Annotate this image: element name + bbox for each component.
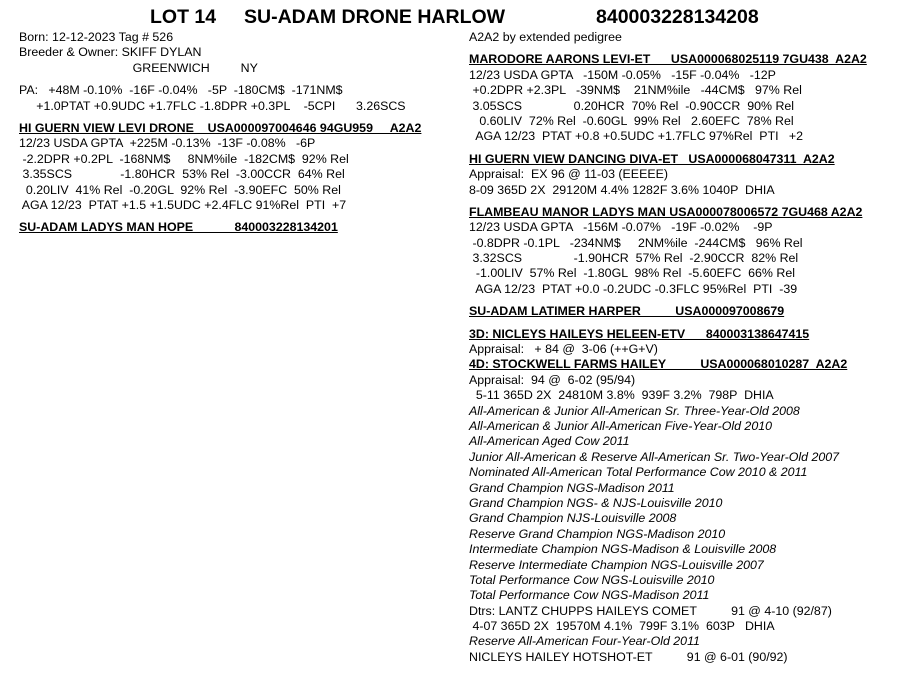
flambeau-line-3: 3.32SCS -1.90HCR 57% Rel -2.90CCR 82% Rel: [469, 251, 799, 266]
award-line: All-American Aged Cow 2011: [469, 434, 630, 449]
left-column: [19, 30, 459, 236]
daughters-line-1: Dtrs: LANTZ CHUPPS HAILEYS COMET 91 @ 4-10 (92/87): [469, 603, 832, 618]
registration-number: 840003228134208: [596, 6, 759, 28]
granddam-title: HI GUERN VIEW DANCING DIVA-ET USA000068047311 A2A2: [469, 151, 835, 166]
granddam-line-1: Appraisal: EX 96 @ 11-03 (EEEEE): [469, 167, 668, 182]
award-line: Intermediate Champion NGS-Madison & Louisville 2008: [469, 542, 777, 557]
pa-line-1: PA: +48M -0.10% -16F -0.04% -5P -180CM$ -171NM$: [19, 83, 343, 98]
sire-title: HI GUERN VIEW LEVI DRONE USA000097004646 94GU959 A2A2: [19, 120, 422, 135]
animal-name: SU-ADAM DRONE HARLOW: [244, 6, 506, 28]
mgs-line-4: 0.60LIV 72% Rel -0.60GL 99% Rel 2.60EFC 78% Rel: [469, 113, 794, 128]
mgs-line-2: +0.2DPR +2.3PL -39NM$ 21NM%ile -44CM$ 97% Rel: [469, 83, 802, 98]
award-line: Reserve Grand Champion NGS-Madison 2010: [469, 526, 726, 541]
flambeau-line-2: -0.8DPR -0.1PL -234NM$ 2NM%ile -244CM$ 96% Rel: [469, 235, 803, 250]
daughters-line-4: NICLEYS HAILEY HOTSHOT-ET 91 @ 6-01 (90/92): [469, 649, 788, 664]
award-line: Grand Champion NGS-Madison 2011: [469, 480, 675, 495]
fourth-dam-line-2: 5-11 365D 2X 24810M 3.8% 939F 3.2% 798P DHIA: [469, 388, 774, 403]
pedigree-note: A2A2 by extended pedigree: [469, 30, 622, 44]
award-line: Grand Champion NGS- & NJS-Louisville 2010: [469, 495, 723, 510]
sire-line-4: 0.20LIV 41% Rel -0.20GL 92% Rel -3.90EFC 50% Rel: [19, 182, 341, 197]
latimer-title: SU-ADAM LATIMER HARPER USA000097008679: [469, 304, 785, 319]
award-line: Junior All-American & Reserve All-American Sr. Two-Year-Old 2007: [469, 449, 840, 464]
fourth-dam-line-1: Appraisal: 94 @ 6-02 (95/94): [469, 372, 636, 387]
location-line: GREENWICH NY: [19, 60, 258, 75]
daughters-award: Reserve All-American Four-Year-Old 2011: [469, 634, 700, 649]
sire-line-3: 3.35SCS -1.80HCR 53% Rel -3.00CCR 64% Rel: [19, 167, 345, 182]
born-line: Born: 12-12-2023 Tag # 526: [19, 30, 174, 44]
pa-line-2: +1.0PTAT +0.9UDC +1.7FLC -1.8DPR +0.3PL -5CPI 3.26SCS: [19, 98, 406, 113]
award-line: All-American & Junior All-American Five-Year-Old 2010: [469, 418, 772, 433]
flambeau-line-4: -1.00LIV 57% Rel -1.80GL 98% Rel -5.60EFC 66% Rel: [469, 266, 795, 281]
flambeau-line-5: AGA 12/23 PTAT +0.0 -0.2UDC -0.3FLC 95%Rel PTI -39: [469, 281, 798, 296]
award-line: Reserve Intermediate Champion NGS-Louisville 2007: [469, 557, 764, 572]
daughters-line-2: 4-07 365D 2X 19570M 4.1% 799F 3.1% 603P DHIA: [469, 619, 775, 634]
flambeau-title: FLAMBEAU MANOR LADYS MAN USA000078006572 7GU468 A2A2: [469, 204, 863, 219]
mgs-title: MARODORE AARONS LEVI-ET USA000068025119 7GU438 A2A2: [469, 52, 867, 67]
award-line: Total Performance Cow NGS-Louisville 2010: [469, 572, 715, 587]
lot-header: [0, 6, 908, 30]
sire-line-5: AGA 12/23 PTAT +1.5 +1.5UDC +2.4FLC 91%Rel PTI +7: [19, 197, 347, 212]
dam-title: SU-ADAM LADYS MAN HOPE 840003228134201: [19, 220, 338, 235]
award-line: Total Performance Cow NGS-Madison 2011: [469, 588, 710, 603]
mgs-line-5: AGA 12/23 PTAT +0.8 +0.5UDC +1.7FLC 97%Rel PTI +2: [469, 129, 804, 144]
mgs-line-1: 12/23 USDA GPTA -150M -0.05% -15F -0.04% -12P: [469, 67, 776, 82]
third-dam-title: 3D: NICLEYS HAILEYS HELEEN-ETV 840003138647415: [469, 326, 810, 341]
sire-line-2: -2.2DPR +0.2PL -168NM$ 8NM%ile -182CM$ 92% Rel: [19, 151, 349, 166]
fourth-dam-title: 4D: STOCKWELL FARMS HAILEY USA000068010287 A2A2: [469, 357, 848, 372]
third-dam-line-1: Appraisal: + 84 @ 3-06 (++G+V): [469, 342, 658, 357]
granddam-line-2: 8-09 365D 2X 29120M 4.4% 1282F 3.6% 1040P DHIA: [469, 182, 775, 197]
right-column: [469, 30, 904, 665]
award-line: All-American & Junior All-American Sr. Three-Year-Old 2008: [469, 403, 800, 418]
sire-line-1: 12/23 USDA GPTA +225M -0.13% -13F -0.08% -6P: [19, 136, 316, 151]
award-line: Grand Champion NJS-Louisville 2008: [469, 511, 677, 526]
flambeau-line-1: 12/23 USDA GPTA -156M -0.07% -19F -0.02% -9P: [469, 220, 773, 235]
award-line: Nominated All-American Total Performance Cow 2010 & 2011: [469, 465, 808, 480]
mgs-line-3: 3.05SCS 0.20HCR 70% Rel -0.90CCR 90% Rel: [469, 98, 795, 113]
lot-number: LOT 14: [150, 6, 217, 28]
breeder-line: Breeder & Owner: SKIFF DYLAN: [19, 45, 202, 60]
